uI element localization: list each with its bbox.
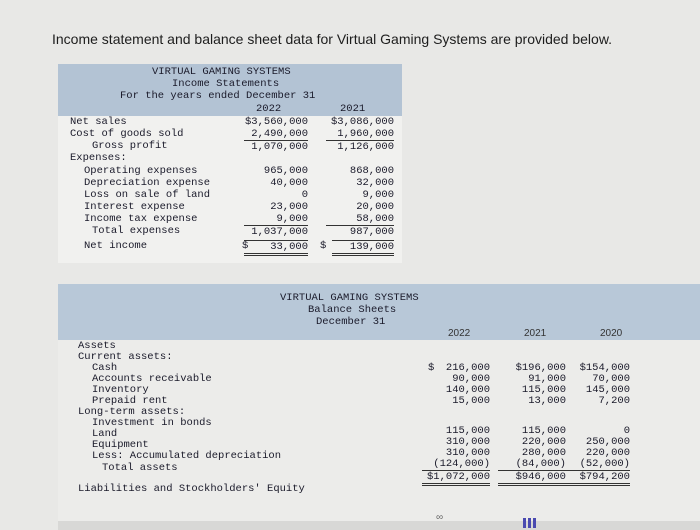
balance-label: Long-term assets: xyxy=(78,406,186,418)
balance-value-2021: 280,000 xyxy=(521,447,566,459)
income-value-2021: 32,000 xyxy=(356,177,394,189)
balance-sheet-header xyxy=(58,284,700,340)
balance-value-2020: 0 xyxy=(623,425,630,437)
income-value-2022: 40,000 xyxy=(270,177,308,189)
bottom-divider xyxy=(58,521,700,530)
balance-year-2022: 2022 xyxy=(448,328,471,339)
balance-value-2020: $154,000 xyxy=(579,362,630,374)
balance-value-2022: 310,000 xyxy=(445,436,490,448)
income-label: Interest expense xyxy=(84,201,185,213)
balance-label: Assets xyxy=(78,340,116,352)
balance-label: Accounts receivable xyxy=(92,373,212,385)
balance-value-2022: 216,000 xyxy=(445,362,490,374)
balance-value-2022: 15,000 xyxy=(452,395,490,407)
income-dollar-2021: $ xyxy=(320,240,327,252)
income-statement-body xyxy=(58,116,402,263)
income-company: VIRTUAL GAMING SYSTEMS xyxy=(152,66,291,78)
balance-value-2021: (84,000) xyxy=(515,458,566,470)
income-value-2022: $3,560,000 xyxy=(244,116,308,128)
income-value-2021: 1,960,000 xyxy=(337,128,394,140)
income-value-2021: $3,086,000 xyxy=(330,116,394,128)
link-icon[interactable]: ∞ xyxy=(436,512,444,523)
balance-value-2022: (124,000) xyxy=(433,458,490,470)
balance-label: Land xyxy=(92,428,118,440)
balance-title: Balance Sheets xyxy=(308,304,397,316)
balance-value-2020: 70,000 xyxy=(592,373,630,385)
balance-value-2020: 145,000 xyxy=(585,384,630,396)
income-label: Loss on sale of land xyxy=(84,189,211,201)
income-value-2021: 139,000 xyxy=(332,240,394,256)
income-year-2021: 2021 xyxy=(340,103,366,115)
balance-label: Cash xyxy=(92,362,118,374)
balance-label: Inventory xyxy=(92,384,149,396)
balance-year-2020: 2020 xyxy=(600,328,623,339)
income-value-2022: 1,037,000 xyxy=(244,225,308,238)
balance-label: Current assets: xyxy=(78,351,173,363)
balance-year-2021: 2021 xyxy=(524,328,547,339)
balance-value-2021: 115,000 xyxy=(521,384,566,396)
balance-label: Investment in bonds xyxy=(92,417,212,429)
grid-icon[interactable] xyxy=(523,518,537,528)
balance-value-2021: $946,000 xyxy=(498,470,566,486)
balance-value-2022: 310,000 xyxy=(445,447,490,459)
income-label: Net income xyxy=(84,240,148,252)
income-value-2022: 965,000 xyxy=(263,165,308,177)
balance-value-2021: 115,000 xyxy=(521,425,566,437)
income-statement-header xyxy=(58,64,402,116)
income-title: Income Statements xyxy=(172,78,280,90)
balance-value-2020: 220,000 xyxy=(585,447,630,459)
income-label: Gross profit xyxy=(92,140,168,152)
balance-value-2022: 90,000 xyxy=(452,373,490,385)
income-value-2022: 0 xyxy=(301,189,308,201)
balance-value-2020: 7,200 xyxy=(598,395,630,407)
income-value-2021: 868,000 xyxy=(349,165,394,177)
income-value-2022: 1,070,000 xyxy=(244,140,308,153)
balance-value-2020: $794,200 xyxy=(562,470,630,486)
income-value-2021: 987,000 xyxy=(326,225,394,238)
income-value-2022: 23,000 xyxy=(270,201,308,213)
balance-label: Total assets xyxy=(102,462,178,474)
income-period: For the years ended December 31 xyxy=(120,90,316,102)
balance-value-2020: 250,000 xyxy=(585,436,630,448)
balance-sheet-body xyxy=(58,340,700,530)
balance-label: Liabilities and Stockholders' Equity xyxy=(78,483,305,495)
income-value-2021: 9,000 xyxy=(362,189,394,201)
income-year-2022: 2022 xyxy=(256,103,282,115)
income-label: Operating expenses xyxy=(84,165,198,177)
balance-value-2020: (52,000) xyxy=(579,458,630,470)
income-label: Expenses: xyxy=(70,152,127,164)
income-dollar-2022: $ xyxy=(242,240,249,252)
income-label: Cost of goods sold xyxy=(70,128,184,140)
balance-label: Prepaid rent xyxy=(92,395,168,407)
balance-value-2022: $1,072,000 xyxy=(422,470,490,486)
balance-value-2021: 220,000 xyxy=(521,436,566,448)
income-value-2022: 33,000 xyxy=(244,240,308,256)
balance-value-2021: 13,000 xyxy=(528,395,566,407)
income-label: Total expenses xyxy=(92,225,181,237)
question-text: Income statement and balance sheet data for Virtual Gaming Systems are provided below. xyxy=(52,31,613,47)
income-value-2022: 2,490,000 xyxy=(251,128,308,140)
income-label: Income tax expense xyxy=(84,213,198,225)
income-value-2021: 58,000 xyxy=(356,213,394,225)
income-value-2021: 20,000 xyxy=(356,201,394,213)
balance-value-2021: 91,000 xyxy=(528,373,566,385)
income-label: Net sales xyxy=(70,116,127,128)
income-value-2022: 9,000 xyxy=(276,213,308,225)
balance-value-2021: $196,000 xyxy=(515,362,566,374)
balance-company: VIRTUAL GAMING SYSTEMS xyxy=(280,292,419,304)
income-label: Depreciation expense xyxy=(84,177,211,189)
balance-value-2022: 140,000 xyxy=(445,384,490,396)
balance-value-2022: 115,000 xyxy=(445,425,490,437)
balance-label: Less: Accumulated depreciation xyxy=(92,450,282,462)
balance-period: December 31 xyxy=(316,316,386,328)
income-value-2021: 1,126,000 xyxy=(326,140,394,153)
balance-label: Equipment xyxy=(92,439,149,451)
balance-cash-dollar: $ xyxy=(428,362,435,374)
